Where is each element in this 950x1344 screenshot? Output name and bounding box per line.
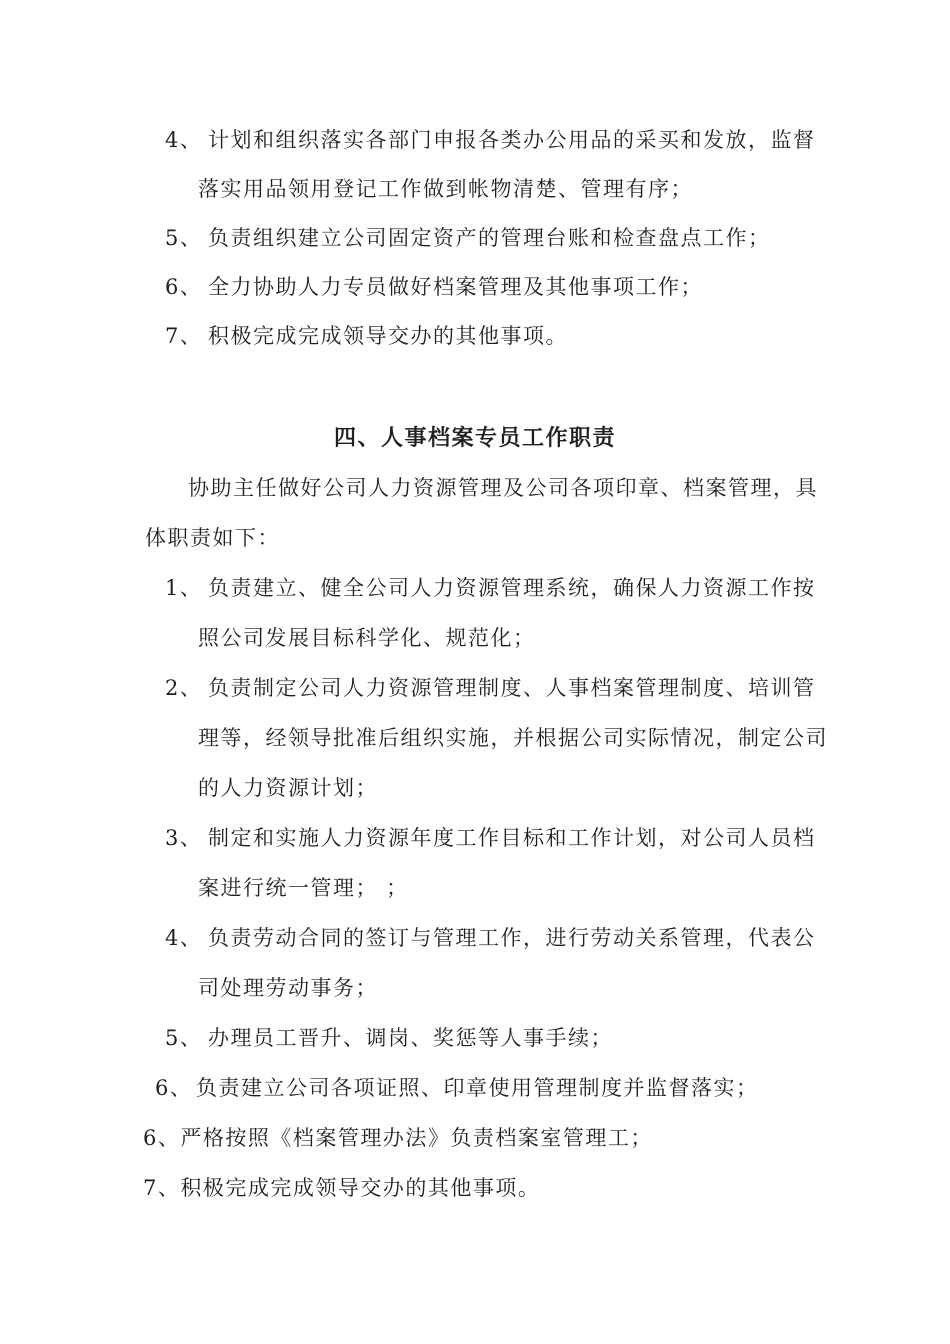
hr-item-5 bbox=[0, 1013, 950, 1063]
hr-item-2 bbox=[0, 663, 950, 713]
hr-item-3-text: 制定和实施人力资源年度工作目标和工作计划，对公司人员档 bbox=[208, 826, 816, 850]
hr-item-2-number: 2、 bbox=[165, 676, 203, 700]
duty-item-5 bbox=[0, 214, 950, 263]
closing-line-6: 6、严格按照《档案管理办法》负责档案室管理工； bbox=[143, 1126, 653, 1150]
hr-item-3-text-line2: 案进行统一管理； ； bbox=[198, 876, 409, 900]
hr-item-3 bbox=[0, 813, 950, 863]
duty-item-6-text: 全力协助人力专员做好档案管理及其他事项工作； bbox=[208, 275, 703, 299]
duty-item-7-number: 7、 bbox=[165, 324, 203, 348]
hr-item-1-text-line2: 照公司发展目标科学化、规范化； bbox=[198, 626, 536, 650]
duty-item-4-text: 计划和组织落实各部门申报各类办公用品的采买和发放，监督 bbox=[208, 128, 816, 152]
section-four-heading: 四、人事档案专员工作职责 bbox=[333, 425, 616, 451]
hr-item-6-text: 负责建立公司各项证照、印章使用管理制度并监督落实； bbox=[196, 1076, 759, 1100]
hr-item-1 bbox=[0, 563, 950, 613]
duty-item-6 bbox=[0, 263, 950, 312]
blank-paragraph bbox=[0, 361, 950, 413]
hr-item-4-text: 负责劳动合同的签订与管理工作，进行劳动关系管理，代表公 bbox=[208, 926, 816, 950]
hr-item-2-continuation2 bbox=[0, 763, 950, 813]
hr-item-2-text: 负责制定公司人力资源管理制度、人事档案管理制度、培训管 bbox=[208, 676, 816, 700]
hr-item-5-number: 5、 bbox=[165, 1026, 203, 1050]
hr-item-4-number: 4、 bbox=[165, 926, 203, 950]
hr-item-1-number: 1、 bbox=[165, 576, 203, 600]
duty-item-4 bbox=[0, 116, 950, 165]
hr-item-4-continuation bbox=[0, 963, 950, 1013]
duty-item-4-text-line2: 落实用品领用登记工作做到帐物清楚、管理有序； bbox=[198, 177, 693, 201]
section-four-intro-line1: 协助主任做好公司人力资源管理及公司各项印章、档案管理，具 bbox=[188, 476, 818, 500]
duty-item-5-text: 负责组织建立公司固定资产的管理台账和检查盘点工作； bbox=[208, 226, 771, 250]
hr-item-1-continuation bbox=[0, 613, 950, 663]
hr-item-1-text: 负责建立、健全公司人力资源管理系统，确保人力资源工作按 bbox=[208, 576, 816, 600]
hr-item-3-number: 3、 bbox=[165, 826, 203, 850]
duty-item-7 bbox=[0, 312, 950, 361]
duty-item-4-continuation bbox=[0, 165, 950, 214]
section-four-intro-line2: 体职责如下： bbox=[145, 526, 280, 550]
hr-item-6-number: 6、 bbox=[155, 1076, 193, 1100]
duty-item-5-number: 5、 bbox=[165, 226, 203, 250]
hr-item-3-continuation bbox=[0, 863, 950, 913]
duty-item-4-number: 4、 bbox=[165, 128, 203, 152]
duty-item-7-text: 积极完成完成领导交办的其他事项。 bbox=[208, 324, 568, 348]
hr-item-2-continuation bbox=[0, 713, 950, 763]
hr-item-5-text: 办理员工晋升、调岗、奖惩等人事手续； bbox=[208, 1026, 613, 1050]
closing-line-7: 7、积极完成完成领导交办的其他事项。 bbox=[143, 1176, 541, 1200]
hr-item-6 bbox=[0, 1063, 950, 1113]
hr-item-4 bbox=[0, 913, 950, 963]
hr-item-2-text-line3: 的人力资源计划； bbox=[198, 776, 378, 800]
duty-item-6-number: 6、 bbox=[165, 275, 203, 299]
hr-item-4-text-line2: 司处理劳动事务； bbox=[198, 976, 378, 1000]
hr-item-2-text-line2: 理等，经领导批准后组织实施，并根据公司实际情况，制定公司 bbox=[198, 726, 828, 750]
